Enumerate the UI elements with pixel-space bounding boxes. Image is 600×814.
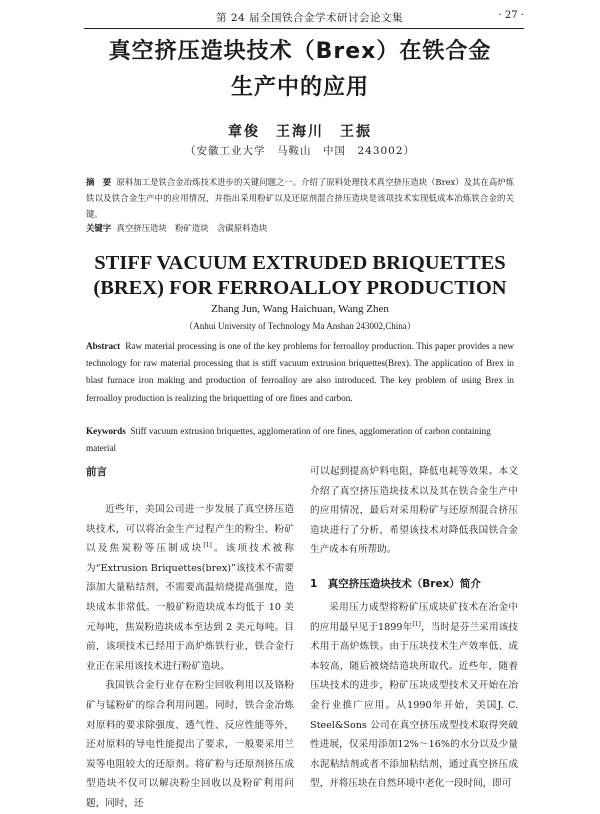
chinese-keywords-label: 关键字 [86, 223, 112, 233]
chinese-affiliation: （安徽工业大学 马鞍山 中国 243002） [184, 145, 416, 157]
running-header [84, 8, 524, 29]
left-column [86, 462, 294, 814]
chinese-keywords-text: 真空挤压造块 粉矿造块 含碳原料造块 [116, 223, 268, 233]
citation-ref: [1] [203, 542, 212, 549]
english-title-line-2: (BREX) FOR FERROALLOY PRODUCTION [93, 277, 507, 299]
english-affiliation: （Anhui University of Technology Ma Anshan 243002,China） [184, 321, 416, 331]
running-header-title: 第 24 届全国铁合金学术研讨会论文集 [216, 12, 404, 24]
english-abstract [86, 338, 514, 407]
intro-paragraph-2: 我国铁合金行业存在粉尘回收利用以及铬粉矿与锰粉矿的综合利用问题。同时，铁合金冶炼对原料的要求除强度、透气性、反应性能等外，还对原料的导电性能提出了要求，一般要采用兰炭等电阻较大的还原剂。将矿粉与还原剂挤压成型造块不仅可以解决粉尘回收以及粉矿利用问题，同时，还 [86, 680, 294, 809]
chinese-authors: 章俊 王海川 王振 [228, 124, 372, 140]
english-keywords [86, 423, 514, 457]
english-keywords-label: Keywords [86, 426, 126, 436]
chinese-abstract [86, 174, 514, 222]
right-column [310, 462, 518, 794]
citation-ref: [1] [412, 620, 421, 628]
section-1-paragraph-1: 采用压力成型将粉矿压成块矿技术在冶金中的应用最早见于1899年[1]，当时是芬兰采用该技术用于高炉炼铁。由于压块技术生产效率低、成本较高，随后被烧结造块所取代。近些年，随着压块技术的进步，粉矿压块成型技术又开始在冶金行业推广应用。从1990年开始，美国J. C. Steel&Sons 公司在真空挤压成型技术取得突破性进展，仅采用添加12%～16%的水分以及少量水泥粘结剂或者不添加粘结剂，通过真空挤压成型，并将压块在自然环境中老化一段时间，即可 [310, 601, 519, 790]
chinese-abstract-text: 原料加工是铁合金冶炼技术进步的关键问题之一。介绍了原料处理技术真空挤压造块（Brex）及其在高炉炼铁以及铁合金生产中的应用情况，并指出采用粉矿以及还原剂混合挤压造块是该项技术实现低成本冶炼铁合金的关键。 [86, 177, 515, 219]
page-number: · 27 · [498, 10, 524, 21]
intro-paragraph-1: 近些年，美国公司进一步发展了真空挤压造块技术，可以将冶金生产过程产生的粉尘、粉矿以及焦炭粉等压制成块[1]。该项技术被称为“Extrusion Briquettes(brex)”该技术不需要添加大量粘结剂，不需要高温焙烧提高强度，造块成本非常低。一般矿粉造块成本均低于 10 美元每吨，焦炭粉造块成本至达到 2 美元每吨。目前，该项技术已经用于高炉炼铁行业，铁合金行业正在采用该技术进行粉矿造块。 [86, 504, 295, 672]
english-abstract-label: Abstract [86, 341, 121, 351]
english-title-line-1: STIFF VACUUM EXTRUDED BRIQUETTES [94, 252, 506, 274]
chinese-abstract-label: 摘 要 [86, 177, 112, 187]
intro-paragraph-3: 可以起到提高炉料电阻，降低电耗等效果。本文介绍了真空挤压造块技术以及其在铁合金生产中的应用情况，最后对采用粉矿与还原剂混合挤压造块进行了分析，希望该技术对降低我国铁合金生产成本有所帮助。 [310, 466, 518, 556]
english-keywords-text: Stiff vacuum extrusion briquettes, agglomeration of ore fines, agglomeration of carbon containing material [86, 426, 491, 454]
english-authors: Zhang Jun, Wang Haichuan, Wang Zhen [211, 303, 389, 315]
section-1-heading: 1 真空挤压造块技术（Brex）简介 [310, 577, 481, 590]
chinese-keywords [86, 222, 267, 234]
english-abstract-text: Raw material processing is one of the key problems for ferroalloy production. This paper provides a new technology for raw material processing that is stiff vacuum extrusion briquettes(Brex). The application of Brex in blast furnace iron making and production of ferroalloy are also introduced. The key problem of using Brex in ferroalloy production is realizing the briquetting of ore fines and carbon. [86, 341, 515, 403]
chinese-title-line-2: 生产中的应用 [230, 75, 369, 100]
intro-heading: 前言 [86, 466, 107, 478]
chinese-title-line-1: 真空挤压造块技术（Brex）在铁合金 [108, 39, 492, 64]
